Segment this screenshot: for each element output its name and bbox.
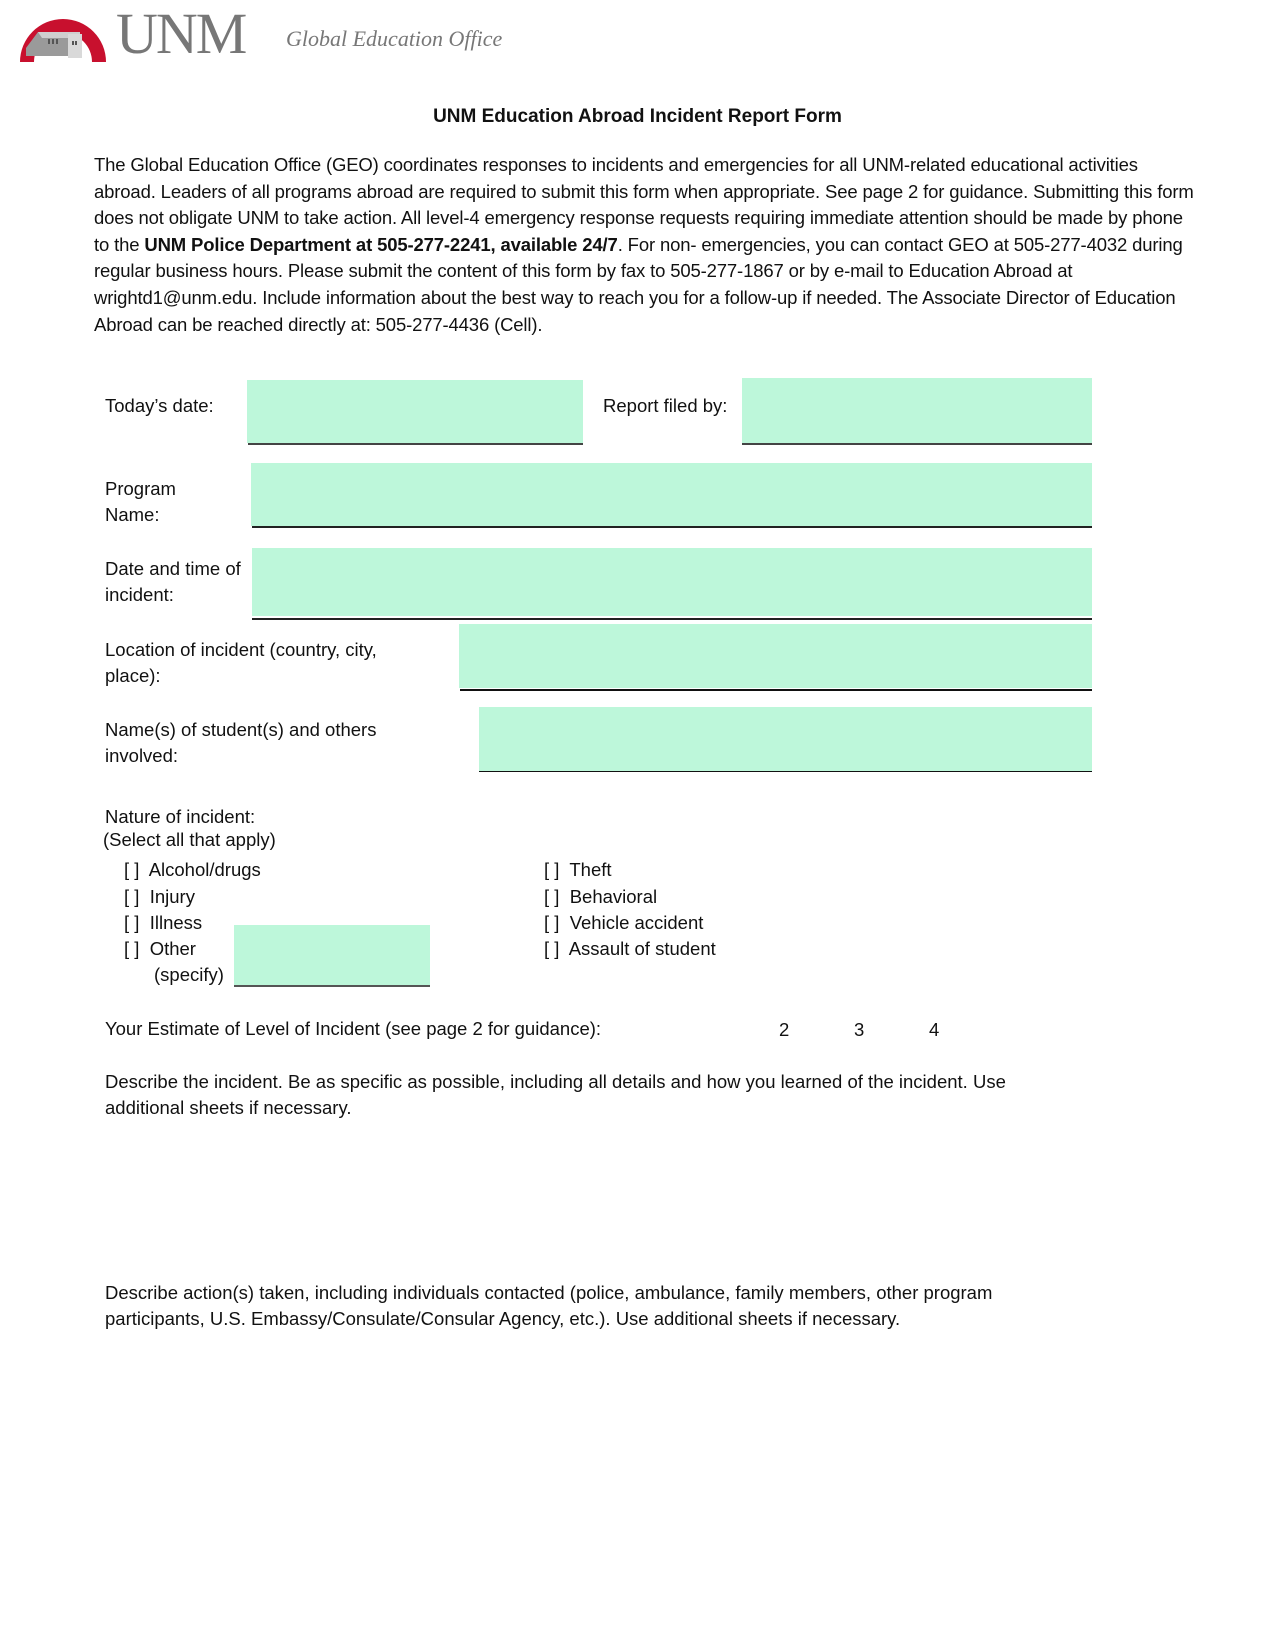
describe-actions-area[interactable]: [105, 1340, 1095, 1600]
checkbox-other[interactable]: [124, 936, 196, 962]
location-underline: [460, 689, 1092, 691]
instruction-line: participants, U.S. Embassy/Consulate/Consular Agency, etc.). Use additional sheets if necessary.: [105, 1308, 901, 1329]
label-line: Date and time of: [105, 558, 241, 579]
level-option-4[interactable]: 4: [929, 1019, 940, 1040]
describe-incident-area[interactable]: [105, 1125, 1095, 1265]
checkbox-icon: [ ]: [124, 912, 140, 933]
level-option-3[interactable]: 3: [854, 1019, 865, 1040]
checkbox-label: Behavioral: [569, 886, 658, 907]
checkbox-label: Injury: [149, 886, 195, 907]
todays-date-underline: [248, 443, 583, 445]
level-estimate-label: Your Estimate of Level of Incident (see page 2 for guidance):: [105, 1018, 602, 1039]
names-involved-underline: [479, 771, 1092, 772]
names-involved-field[interactable]: [479, 707, 1092, 771]
instruction-line: Describe the incident. Be as specific as possible, including all details and how you learned of the incident. Use: [105, 1071, 1006, 1092]
todays-date-label: Today’s date:: [105, 395, 214, 416]
location-label: [105, 637, 377, 689]
label-line: Program: [105, 478, 176, 499]
program-name-label: [105, 476, 176, 528]
other-specify-label: (specify): [154, 964, 224, 985]
label-line: Name:: [105, 504, 160, 525]
unm-geo-logo: [18, 1, 518, 68]
checkbox-label: Other: [149, 938, 196, 959]
program-name-field[interactable]: [251, 463, 1092, 526]
label-line: involved:: [105, 745, 179, 766]
checkbox-label: Assault of student: [568, 938, 716, 959]
checkbox-alcohol-drugs[interactable]: [124, 857, 261, 883]
location-field[interactable]: [459, 624, 1092, 688]
form-title: UNM Education Abroad Incident Report Form: [433, 106, 842, 127]
intro-text-continued: . For non- emergencies, you can contact GEO at 505-277-4032 during regular business hours. Please submit the content of this form by fax to 505-277-1867 or by e-mail to Education Abroad at wrightd1@unm.edu. Include information about the best way to reach you for a follow-up if needed. The Associate Director of Education Abroad can be reached directly at: 505-277-4436 (Cell).: [94, 233, 1183, 335]
checkbox-icon: [ ]: [544, 886, 560, 907]
date-time-underline: [252, 618, 1092, 620]
other-specify-underline: [234, 985, 430, 987]
todays-date-field[interactable]: [247, 380, 583, 443]
intro-paragraph: [94, 152, 1194, 338]
checkbox-assault-of-student[interactable]: [544, 936, 716, 962]
checkbox-injury[interactable]: [124, 884, 195, 910]
date-time-label: [105, 556, 241, 608]
checkbox-theft[interactable]: [544, 857, 612, 883]
police-contact: UNM Police Department at 505-277-2241, available 24/7: [144, 233, 618, 255]
checkbox-icon: [ ]: [544, 912, 560, 933]
checkbox-label: Illness: [149, 912, 203, 933]
report-filed-by-field[interactable]: [742, 378, 1092, 443]
label-line: Name(s) of student(s) and others: [105, 719, 377, 740]
names-involved-label: [105, 717, 376, 769]
checkbox-illness[interactable]: [124, 910, 202, 936]
checkbox-label: Vehicle accident: [569, 912, 704, 933]
intro-text: The Global Education Office (GEO) coordinates responses to incidents and emergencies for all UNM-related educational activities abroad. Leaders of all programs abroad are required to submit this form when appropriate. See page 2 for guidance. Submitting this form does not obligate UNM to take action. All level-4 emergency response requests requiring immediate attention should be made by phone to the: [94, 154, 1194, 255]
logo-subtitle: Global Education Office: [286, 26, 503, 51]
report-filed-by-label: Report filed by:: [603, 395, 728, 416]
checkbox-label: Alcohol/drugs: [148, 859, 261, 880]
level-option-2[interactable]: 2: [779, 1019, 790, 1040]
checkbox-icon: [ ]: [124, 859, 140, 880]
report-filed-by-underline: [742, 443, 1092, 445]
other-specify-field[interactable]: [234, 925, 430, 985]
checkbox-icon: [ ]: [544, 938, 560, 959]
label-line: place):: [105, 665, 161, 686]
unm-arch-logo-icon: [18, 4, 108, 66]
checkbox-behavioral[interactable]: [544, 884, 657, 910]
label-line: incident:: [105, 584, 174, 605]
checkbox-icon: [ ]: [124, 938, 140, 959]
describe-incident-instructions: [105, 1069, 1006, 1121]
checkbox-icon: [ ]: [124, 886, 140, 907]
checkbox-icon: [ ]: [544, 859, 560, 880]
instruction-line: Describe action(s) taken, including individuals contacted (police, ambulance, family members, other program: [105, 1282, 993, 1303]
logo-wordmark: UNM: [116, 1, 246, 66]
nature-label: Nature of incident:: [105, 806, 256, 827]
label-line: Location of incident (country, city,: [105, 639, 377, 660]
instruction-line: additional sheets if necessary.: [105, 1097, 352, 1118]
checkbox-label: Theft: [569, 859, 612, 880]
program-name-underline: [252, 526, 1092, 528]
checkbox-vehicle-accident[interactable]: [544, 910, 703, 936]
nature-hint: (Select all that apply): [103, 829, 276, 850]
describe-actions-instructions: [105, 1280, 992, 1332]
date-time-field[interactable]: [252, 548, 1092, 616]
